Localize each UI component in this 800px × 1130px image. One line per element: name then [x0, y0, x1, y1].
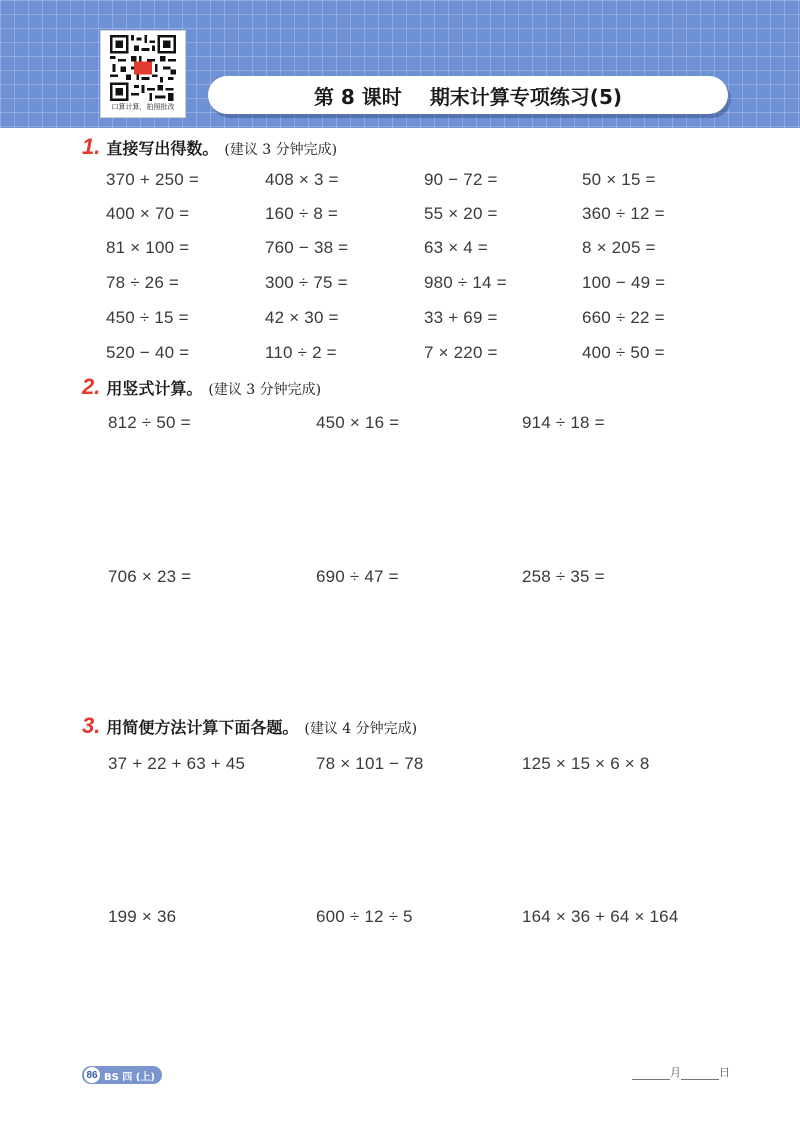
oral-problem: 980 ÷ 14 = [424, 273, 507, 292]
day-blank[interactable] [681, 1068, 719, 1080]
oral-problem: 90 − 72 = [424, 170, 498, 189]
date-field [632, 1064, 730, 1080]
oral-problem: 42 × 30 = [265, 308, 339, 327]
oral-problem: 760 − 38 = [265, 238, 349, 257]
oral-problem: 370 + 250 = [106, 170, 199, 189]
oral-problem: 81 × 100 = [106, 238, 190, 257]
simplify-problem: 164 × 36 + 64 × 164 [522, 907, 679, 926]
section-3-number: 3. [82, 713, 101, 738]
vertical-calc-problem: 914 ÷ 18 = [522, 413, 605, 432]
section-3-title [82, 713, 417, 739]
lesson-number: 第 8 课时 [313, 84, 402, 109]
section-3-hint: (建议 4 分钟完成) [304, 721, 418, 737]
oral-problem: 50 × 15 = [582, 170, 656, 189]
oral-problem: 300 ÷ 75 = [265, 273, 348, 292]
section-2-instruction: 用竖式计算。 [106, 379, 203, 398]
oral-problem: 100 − 49 = [582, 273, 666, 292]
oral-problem: 7 × 220 = [424, 343, 498, 362]
oral-problem: 160 ÷ 8 = [265, 204, 339, 223]
edition-label: BS 四 (上) [104, 1071, 155, 1083]
page-number: 86 [84, 1067, 100, 1083]
day-label: 日 [719, 1066, 730, 1079]
section-3-instruction: 用简便方法计算下面各题。 [106, 718, 299, 737]
section-1-title [82, 134, 337, 160]
oral-problem: 110 ÷ 2 = [265, 343, 337, 362]
month-blank[interactable] [632, 1068, 670, 1080]
qr-code-box[interactable] [100, 30, 186, 118]
oral-problem: 450 ÷ 15 = [106, 308, 189, 327]
section-2-title [82, 374, 321, 400]
simplify-problem: 199 × 36 [108, 907, 177, 926]
qr-code-icon [107, 35, 179, 101]
simplify-problem: 78 × 101 − 78 [316, 754, 424, 773]
oral-problem: 8 × 205 = [582, 238, 656, 257]
oral-problem: 660 ÷ 22 = [582, 308, 665, 327]
vertical-calc-problem: 258 ÷ 35 = [522, 567, 605, 586]
section-1-instruction: 直接写出得数。 [106, 139, 219, 158]
section-1-number: 1. [82, 134, 101, 159]
vertical-calc-problem: 690 ÷ 47 = [316, 567, 399, 586]
oral-problem: 360 ÷ 12 = [582, 204, 665, 223]
oral-problem: 33 + 69 = [424, 308, 498, 327]
lesson-title-banner [208, 76, 728, 114]
simplify-problem: 125 × 15 × 6 × 8 [522, 754, 650, 773]
qr-caption: 口算计算，拍照批改 [111, 103, 175, 111]
oral-problem: 63 × 4 = [424, 238, 488, 257]
lesson-topic: 期末计算专项练习(5) [429, 84, 623, 109]
oral-problem: 55 × 20 = [424, 204, 498, 223]
vertical-calc-problem: 812 ÷ 50 = [108, 413, 191, 432]
simplify-problem: 600 ÷ 12 ÷ 5 [316, 907, 413, 926]
oral-problem: 408 × 3 = [265, 170, 339, 189]
simplify-problem: 37 + 22 + 63 + 45 [108, 754, 246, 773]
oral-problem: 78 ÷ 26 = [106, 273, 180, 292]
oral-problem: 520 − 40 = [106, 343, 190, 362]
vertical-calc-problem: 450 × 16 = [316, 413, 400, 432]
section-2-hint: (建议 3 分钟完成) [208, 382, 322, 398]
page-badge [82, 1066, 162, 1084]
vertical-calc-problem: 706 × 23 = [108, 567, 192, 586]
section-2-number: 2. [82, 374, 101, 399]
oral-problem: 400 ÷ 50 = [582, 343, 665, 362]
section-1-hint: (建议 3 分钟完成) [224, 142, 338, 158]
oral-problem: 400 × 70 = [106, 204, 190, 223]
month-label: 月 [670, 1066, 681, 1079]
